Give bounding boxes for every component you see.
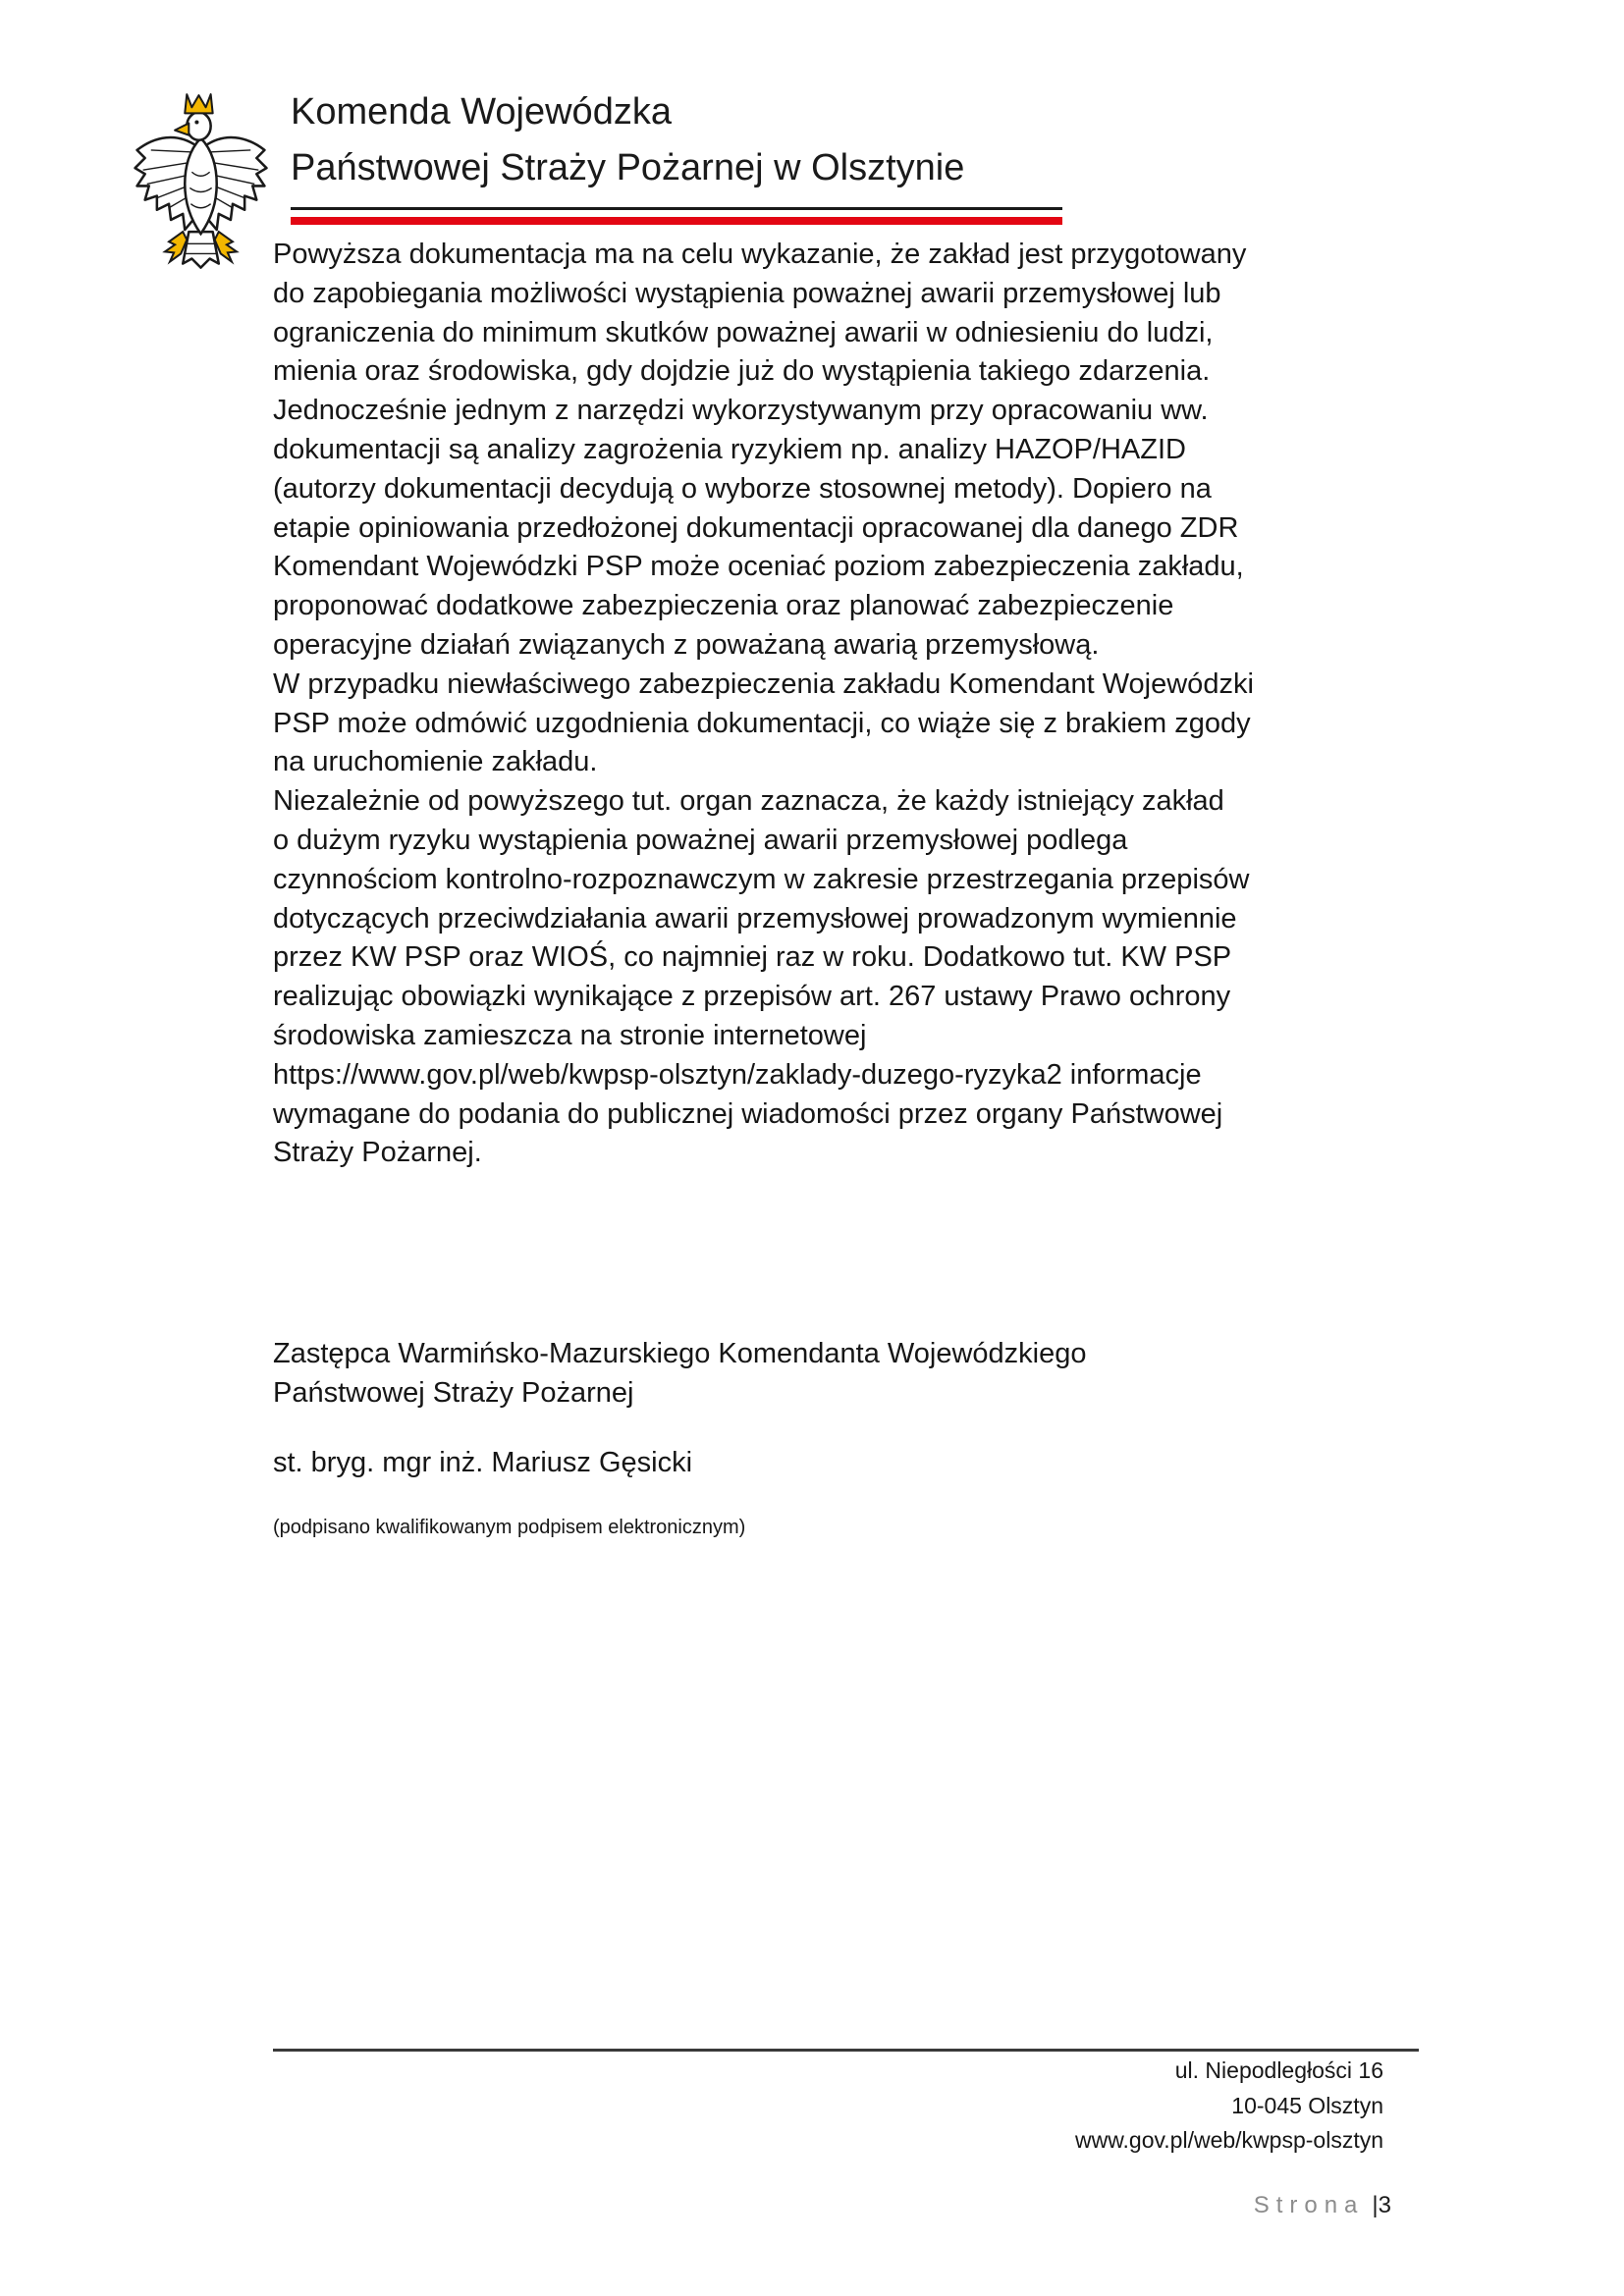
body-text-line: Niezależnie od powyższego tut. organ zaznacza, że każdy istniejący zakład xyxy=(273,785,1224,818)
footer-website: www.gov.pl/web/kwpsp-olsztyn xyxy=(1074,2127,1383,2153)
page-number-separator: | xyxy=(1372,2192,1379,2218)
body-text-line: (autorzy dokumentacji decydują o wyborze stosownej metody). Dopiero na xyxy=(273,472,1212,505)
body-text-line: dotyczących przeciwdziałania awarii przemysłowej prowadzonym wymiennie xyxy=(273,902,1237,934)
signatory-name: st. bryg. mgr inż. Mariusz Gęsicki xyxy=(273,1446,693,1478)
body-text-line: Powyższa dokumentacja ma na celu wykazanie, że zakład jest przygotowany xyxy=(273,239,1247,270)
footer-address xyxy=(1075,2054,1383,2159)
body-text-line: Komendant Wojewódzki PSP może oceniać poziom zabezpieczenia zakładu, xyxy=(273,551,1244,583)
body-text-line: Straży Pożarnej. xyxy=(273,1137,482,1169)
signatory-title-line2: Państwowej Straży Pożarnej xyxy=(273,1376,634,1409)
body-text-line: W przypadku niewłaściwego zabezpieczenia zakładu Komendant Wojewódzki xyxy=(273,667,1254,700)
body-text-line: środowiska zamieszcza na stronie internetowej xyxy=(273,1019,867,1051)
body-text-line: etapie opiniowania przedłożonej dokumentacji opracowanej dla danego ZDR xyxy=(273,511,1239,544)
header-divider-red xyxy=(291,217,1062,225)
header-divider-black xyxy=(291,207,1062,210)
body-text-line: do zapobiegania możliwości wystąpienia poważnej awarii przemysłowej lub xyxy=(273,277,1221,309)
letter-body xyxy=(273,236,1402,1173)
footer-divider xyxy=(273,2049,1419,2052)
body-text-line: na uruchomienie zakładu. xyxy=(273,746,598,778)
body-text-line: realizując obowiązki wynikające z przepisów art. 267 ustawy Prawo ochrony xyxy=(273,981,1231,1013)
org-name-line2: Państwowej Straży Pożarnej w Olsztynie xyxy=(291,147,965,188)
body-text-line: przez KW PSP oraz WIOŚ, co najmniej raz w roku. Dodatkowo tut. KW PSP xyxy=(273,941,1232,974)
body-text-line: o dużym ryzyku wystąpienia poważnej awarii przemysłowej podlega xyxy=(273,824,1128,856)
body-text-line: czynnościom kontrolno-rozpoznawczym w zakresie przestrzegania przepisów xyxy=(273,863,1250,895)
body-text-line: dokumentacji są analizy zagrożenia ryzykiem np. analizy HAZOP/HAZID xyxy=(273,433,1186,465)
body-text-line: ograniczenia do minimum skutków poważnej awarii w odniesieniu do ludzi, xyxy=(273,316,1214,348)
body-text-line: wymagane do podania do publicznej wiadomości przez organy Państwowej xyxy=(273,1097,1223,1130)
footer-address-city: 10-045 Olsztyn xyxy=(1231,2092,1383,2118)
page-number-label: Strona xyxy=(1253,2192,1365,2218)
body-text-line: https://www.gov.pl/web/kwpsp-olsztyn/zaklady-duzego-ryzyka2 informacje xyxy=(273,1058,1202,1091)
body-text-line: PSP może odmówić uzgodnienia dokumentacji, co wiąże się z brakiem zgody xyxy=(273,707,1251,739)
signature-block xyxy=(273,1335,1086,1540)
letterhead-org-name xyxy=(291,84,964,196)
body-text-line: proponować dodatkowe zabezpieczenia oraz planować zabezpieczenie xyxy=(273,590,1174,622)
body-text-line: Jednocześnie jednym z narzędzi wykorzystywanym przy opracowaniu ww. xyxy=(273,395,1209,427)
page-number xyxy=(1254,2191,1391,2220)
footer-address-street: ul. Niepodległości 16 xyxy=(1174,2057,1383,2083)
electronic-signature-note: (podpisano kwalifikowanym podpisem elektronicznym) xyxy=(273,1517,746,1539)
body-text-line: operacyjne działań związanych z poważaną awarią przemysłową. xyxy=(273,628,1100,661)
body-text-line: mienia oraz środowiska, gdy dojdzie już do wystąpienia takiego zdarzenia. xyxy=(273,355,1211,388)
page-number-value: 3 xyxy=(1378,2192,1391,2218)
signatory-title-line1: Zastępca Warmińsko-Mazurskiego Komendanta Wojewódzkiego xyxy=(273,1338,1087,1369)
org-name-line1: Komenda Wojewódzka xyxy=(291,91,672,133)
coat-of-arms-eagle-icon xyxy=(129,88,274,293)
